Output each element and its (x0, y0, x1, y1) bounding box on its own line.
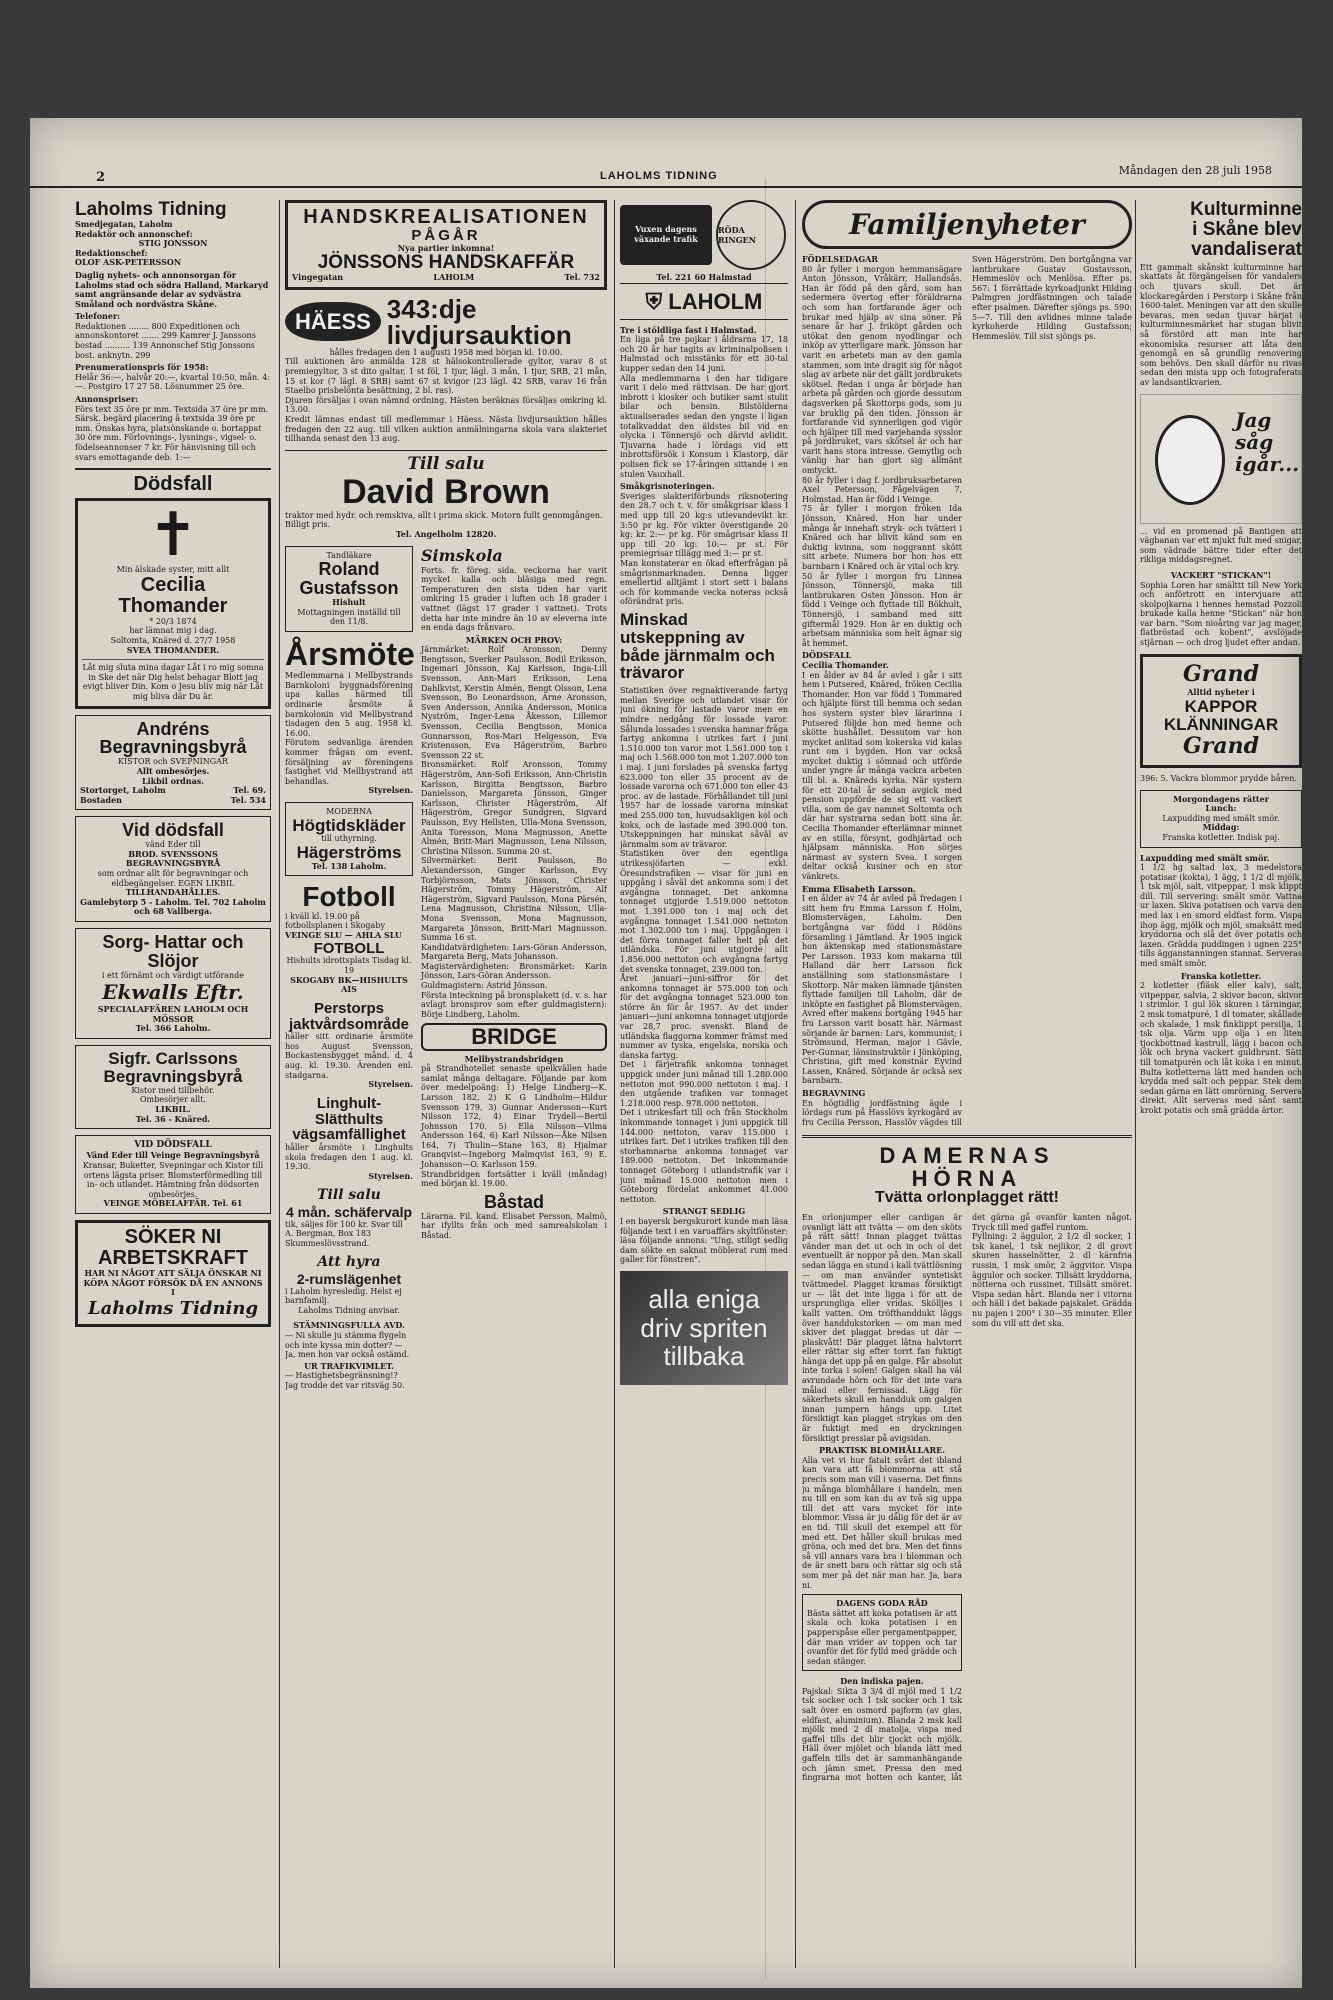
newspaper-page (30, 118, 1302, 1988)
andrens-ad (75, 715, 271, 811)
fyllning-text: Fyllning: 2 äggulor, 2 1/2 dl socker, 1 tsk kanel, 1 tsk nejlikor, 2 dl grovt skuren hasselnötter, 2 dl kärnfria russin, 1 msk smör, 2 äggvitor. Vispa äggulor och socker. Tillsätt kryddorna, nötterna och russinet. Tillsätt smöret. Vispa sedan hårt. Blanda ner i vitorna och häll i det bakade pajskalet. Grädda nu pajen i 200° i 30—35 minuter. Eller som du vill att det ska. (972, 1232, 1132, 1328)
stold-heading: Tre i stöldliga fast i Halmstad. (620, 324, 757, 335)
menu-middag-label: Middag: (1202, 822, 1240, 833)
deceased-last-name: Thomander (118, 594, 228, 617)
menu-lunch: Laxpudding med smält smör. (1162, 813, 1280, 823)
dagens-rad-box (802, 1594, 962, 1671)
stold-p1: En liga på tre pojkar i åldrarna 17, 18 och 20 år har tagits av kriminalpolisen i Halmstad och misstänks för ett 30-tal kupper sedan den 14 juni. (620, 335, 788, 374)
veinge-firm: VEINGE MÖBELAFFÄR. Tel. 61 (103, 1198, 243, 1209)
column-rule (1135, 200, 1136, 1968)
moderna-firm: Hägerströms (296, 843, 402, 863)
blomhallare-text: Alla vet vi hur fatalt svårt det ibland kan vara att få blommorna att stå precis som man vill i vaserna. Det finns ju många blomhållare i handeln, men nu till en som kan du av två sig uppa till det att vara mycket för inte blommor. Vissa är ju dålig för det är av en tid. Till skull det exempel att för med ett. Det håller skull brukas med gröna, och med det bra. Men det finns så vill annars vara bra i blomman och de är snett bara och rättar sig och stå som mer på det när man har. Ja, bara ni. (802, 1455, 962, 1590)
laholm-logo (620, 283, 788, 320)
phones-label: Telefoner: (75, 311, 121, 322)
hyra-item: 2-rumslägenhet (296, 1270, 402, 1287)
sedlig-heading: STRANGT SEDLIG (662, 1206, 746, 1217)
veinge-ad (75, 1135, 271, 1214)
horna-heading: HÖRNA (911, 1166, 1023, 1192)
andrens-name: Andréns Begravningsbyrå (99, 718, 247, 758)
veinge-text: Vänd Eder till Veinge Begravningsbyrå (86, 1150, 260, 1161)
hyra-heading: Att hyra (317, 1254, 381, 1271)
handsk-street: Vingegatan (292, 272, 344, 283)
tandlakare-name: Roland Gustafsson (299, 559, 399, 599)
handsk-ad (285, 200, 607, 290)
blomhallare-heading: PRAKTISK BLOMHÅLLARE. (819, 1445, 945, 1456)
menu-middag: Franska kotletter. Indisk paj. (1162, 832, 1280, 842)
editor-label: Redaktör och annonschef: (75, 228, 193, 239)
franska-text: 2 kotletter (fläsk eller kalv), salt, vitpeppar, salvia, 2 skivor bacon, skivor i strimlor. 1 gul lök skuren i tärningar, 2 msk tomatpuré, 1 dl tomater, skållade och skalade, 1 msk finklippt persilja, 1 tsk olja. Värm upp olja i en liten tjockbottnad kastrull, lägg i bacon och lök och bryna vackert guldbrunt. Sätt till tomatpurén och låt koka i en minut. Bulta kotletterna lätt med handen och krydda med salt och peppar. Stek dem sedan gärna en lätt omrörning. Servera direkt. Allt serveras med sånt samt krokt potatis och små grädda ärtor. (1140, 981, 1302, 1115)
veinge-heading: VID DÖDSFALL (134, 1140, 212, 1151)
smagris-p2: Man konstaterar en ökad efterfrågan på smågrisnmarknaden. Denna ligger emellertid alltjämt i stort sett i balans och för kommande vecka noteras också oförändrat pris. (620, 558, 788, 607)
handsk-firm: JÖNSSONS HANDSKAFFÄR (317, 252, 575, 274)
laholm-label: LAHOLM (668, 288, 763, 314)
deceased-first-name: Cecilia (140, 573, 206, 596)
damernas-columns (802, 1213, 1132, 1783)
masthead (75, 200, 271, 462)
kulturminne-title3: vandaliserat (1191, 238, 1302, 260)
hyra-text: i Laholm hyresledig. Helst ej barnfamilj. (285, 1286, 402, 1306)
grand-ad (1140, 654, 1302, 768)
mag-text: Magistervärdigheten: Bronsmärket: Karin Jönsson, Lars-Göran Andersson. (421, 961, 607, 981)
jag-sag-caption: ... vid en promenad på Bantigen att vägbanan var ett mjukt fult med snigar, som vädrade bättre tider efter det rikliga middagsregnet. (1140, 526, 1302, 565)
salu2-ad (285, 1187, 413, 1248)
linghult-signed: Styrelsen. (368, 1170, 413, 1181)
vid-dodsfall-firm2: TILLHANDAHÅLLES. (125, 887, 221, 898)
soker-heading: SÖKER NI ARBETSKRAFT (98, 1225, 248, 1269)
andrens-tel: Tel. 69. (233, 785, 266, 796)
stold-p2: Alla medlemmarna i den har tidigare varit i delo med rättvisan. De har gjort inbrott i kiosker och butiker samt stulit bilar och bensin. Bilstölderna aktualiserades sedan den yngste i ligan totalkvaddat den äldstes bil vid en olycka i Tönnersjö och därvid avlidit. Tjuvarna hade i lördags vid ett inbrottsförsök i Konsum i Klastorp, där polisen fick se 17-åringen sittande i en stulen Vauxhall. (620, 373, 788, 479)
page-number: 2 (96, 170, 106, 185)
familje-dodsfall-heading: DÖDSFALL (802, 650, 852, 661)
fodelsedag-75: 75 år fyller i morgon fröken Ida Jönsson, Knäred. Hon har under många år innehaft stryk- och tvätteri i Knäred och har blivit känd som en duktig kvinna, som noggrannt skött sitt arbete. Numera bor hon hos ett barnbarn i Knäred och är vital och kry. (802, 504, 962, 571)
tillsalu-heading: Till salu (407, 453, 485, 474)
moderna-ad (285, 802, 413, 876)
carlssons-line1: Kistor med tillbehör. (131, 1085, 215, 1095)
blommor-caption: 396: 5. Vackra blommor prydde båren. (1140, 773, 1297, 783)
stamnings-item (285, 1321, 413, 1390)
roda-ringen-logo (716, 200, 786, 270)
moderna-tel: Tel. 138 Laholm. (311, 860, 387, 871)
sedlig-text: I en bayersk bergskurort kunde man läsa följande text i en varuaffärs skyltfönster: läsa följande annons: "Ung, stiligt sedlig dam sökte en saknat möblerat rum med galler för fönstren". (620, 1216, 788, 1265)
column-rule (614, 200, 615, 1968)
masthead-desc: Daglig nyhets- och annonsorgan för Laholms stad och södra Halland, Markaryd samt angränsande delar av sydvästra Småland och nordvästra Skåne. (75, 269, 269, 309)
ekwalls-phone: Tel. 366 Laholm. (135, 1023, 211, 1034)
andrens-sub: KISTOR och SVEPNINGAR (118, 757, 228, 767)
paper-title: LAHOLMS TIDNING (600, 170, 718, 182)
arsmote-signed: Styrelsen. (368, 785, 413, 796)
trafik-heading: UR TRAFIKVIMLET. (304, 1360, 394, 1371)
brons-text: Bronsmärket: Rolf Aronsson, Tommy Hägerström, Ann-Sofi Eriksson, Ann-Christin Karlsson, Birgitta Bengtsson, Barbro Danielsson, Margareta Jönsson, Ginger Karlsson, Christer Hägerström, Alf Hägerström, Gregor Sundgren, Sigvard Paulsson, Evy Hellsten, Ulla-Mona Svensson, Anita Toresson, Mona Magnusson, Anette Almén, Britt-Mari Magnusson, Lena Nilsson, Christina Nilsson. Summa 20 st. (421, 760, 607, 856)
vackert-text: Sophia Loren har smälttt till New York och anförtrott en intervjuare att skolpojkarna i hennes hemstad Pozzoli brukade kalla henne "Stickan" när hon var barn. "Som nioåring var jag mager, flatbröstad och kobent", avslöjade stjärnan — och drog ljudet efter andan. (1140, 580, 1302, 648)
brod-svensson-ad (75, 816, 271, 922)
bridge-text2: Strandbridgen fortsätter i kväll (måndag) med början kl. 19.00. (421, 1169, 607, 1189)
fotboll-heading: Fotboll (302, 881, 396, 913)
death-notice (75, 498, 271, 708)
editor-name: STIG JONSSON (138, 238, 208, 249)
auktion-when: hålles fredagen den 1 augusti 1958 med början kl. 10.00. (329, 347, 563, 357)
perstorps-signed: Styrelsen. (368, 1079, 413, 1090)
soker-text: HAR NI NÅGOT ATT SÄLJA ÖNSKAR NI KÖPA NÅGOT FÖRSÖK DÅ EN ANNONS I (83, 1267, 263, 1298)
emma-text: I en ålder av 74 år avled på fredagen i sitt hem fru Emma Larsson f. Holm, Blomstervägen, Laholm. Den bortgångna var född i Rödöns församling i Jämtland. År 1905 ingick hon äktenskap med stationsmästare Per Larsson. 1933 kom makarna till Halland där herr Larsson fick anställning som stationsmästare i Skottorp. När maken lämnade tjänsten flyttade familjen till Laholm, där de inköpte en fastighet på Blomstervägen. Avred efter makens bortgång 1945 har fru Larsson varit bosatt här. Närmast sörjande är barnen: Lars, kommunist; i Strömsund, Herman, major i Gävle, Per-Gunnar, länsinstruktör i Jönköping, Christina, gift med konstnär Eyvind Lassen, Knäred. Sörjande är också sex barnbarn. (802, 894, 962, 1086)
moderna-sub: MODERNA (326, 807, 372, 816)
cross-icon: ✝ (147, 500, 199, 571)
perstorps-text: håller sitt ordinarie årsmöte hos August Svensson, Bockastensbygget månd. d. 4 aug. kl. 19.30. Ärenden enl. stadgarna. (285, 1032, 413, 1080)
bridge-subheading: Mellbystrandsbridgen (464, 1053, 564, 1064)
emma-heading: Emma Elisabeth Larsson. (802, 883, 916, 894)
kand-text: Kandidatvärdigheten: Lars-Göran Andersson, Margareta Berg, Mats Johansson. (421, 942, 607, 962)
marken-text: Järnmärket: Rolf Aronsson, Denny Bengtsson, Sverker Paulsson, Bodil Eriksson, Ingemari Jönsson, Kaj Karlsson, Inga-Lill Svensson, Ann-Mari Eriksson, Lena Dahlkvist, Kerstin Almén, Bengt Olsson, Lena Svensson, Bo Leonardsson, Arne Aronsson, Sven Andersson, Annika Andersson, Monica Nyström, Inger-Lena Åkesson, Lillemor Svensson, Cecilia Bengtsson, Monica Gunnarsson, Ros-Mari Helgesson, Eva Kristensson, Eva Hägerström, Barbro Svensson 22 st. (421, 645, 607, 760)
minskad-p1: Statistiken över regnaktiverande fartyg mellan Sverige och utlandet visar för juni ökning för lastade varor men en mindre nedgång för lossade varor. Sålunda lossades i svenska hamnar fråga fartyg ankomna i utrikes fart i juni 1.510.000 ton varor mot 1.561.000 ton i maj och 1.568.000 ton mot 1.207.000 ton i maj. I juni forslades på svenska fartyg 623.000 ton eller 35 procent av de lossade varorna och 671.000 ton eller 43 proc. av de lastade. Förhållandet till juni 1957 har de lossade varorna minskat med 255.000 ton, huvudsakligen kol och koks, och de lastade med 390.000 ton. Utskeppningen har minskat såväl av järnmalm som av trävaror. (620, 686, 788, 849)
veinge-text2: Kransar, Buketter, Svepningar och Kistor till ortens lägsta priser. Blomsterförmedling till in- och utlandet. Hämtning från dödsorten ombesörjes. (82, 1160, 264, 1199)
carlssons-heading: Sigfr. Carlssons Begravningsbyrå (103, 1049, 243, 1086)
minskad-p4: Det i färjetrafik ankomna tonnaget uppgick under juni månad till 1.280.000 nettoton mot 990.000 nettoton i maj. I den utgående trafiken var tonnaget 1.218.000 resp. 978.000 nettoton. (620, 1060, 788, 1108)
laxpudding-heading: Laxpudding med smält smör. (1140, 852, 1270, 863)
vid-dodsfall-addr: Gamlebytorp 5 - Laholm. Tel. 702 Laholm och 68 Vallberga. (80, 896, 266, 917)
kulturminne-heading (1140, 200, 1302, 260)
fotboll-text: i kväll kl. 19.00 på fotbollsplanen i Skogaby (285, 911, 385, 931)
andrens-home-tel: Tel. 534 (230, 794, 266, 805)
perstorps-ad (285, 1001, 413, 1090)
begravning-heading: BEGRAVNING (802, 1088, 866, 1099)
vid-dodsfall-heading: Vid dödsfall (122, 820, 224, 841)
minskad-p2: Statistiken över den egentliga utrikessjöfarten — exkl. Öresundstrafiken — visar för juni en uppgång i såväl det ankomna som i det avgångna tonnaget. Det ankomna tonnaget utgjorde 1.519.000 nettoton mot 1.391.000 ton i maj och det avgångna tonnaget 1.541.000 nettoton mot 1.302.000 ton i maj. Uppgången i det förra tonnaget faller helt på det utländska. För juni utgjorde allt 1.856.000 nettoton och avgångna fartyg det svenska tonnaget, 239.000 ton. (620, 849, 788, 974)
laxpudding-text: 1 1/2 hg saltad lax, 3 medelstora potatisar (kokta), 1 ägg, 1 1/2 dl mjölk, 1 tsk mjöl, salt, vitpeppar, 1 msk klippt dill. Till servering: smält smör. Vattna ur laxen. Skiva potatisen och varva den med lax i en smord eldfast form. Vispa ihop ägg, mjölk och mjöl, smaksätt med kryddorna och slå det över potatis och laxen. Grädda puddingen i ugnen 225° tills ägganstanningen stannat. Serveras med smält smör. (1140, 863, 1302, 969)
tandlakare-label: Tandläkare (326, 550, 372, 560)
moderna-heading: Högtidskläder (292, 815, 406, 835)
phones: Redaktionen ........ 800 Expeditionen och annonskontoret ....... 299 Kamrer J. Janssons bostad .......... 139 Annonschef Stig Jonssons bost. anknytn. 299 (75, 321, 256, 360)
carlssons-line3: LIKBIL. (155, 1103, 191, 1114)
familje-banner: Familjenyheter (802, 200, 1132, 249)
fotboll-ad (285, 882, 413, 994)
fodelsedag-50: 50 år fyller i morgon fru Linnea Jönsson, Tönnersjö, maka till lantbrukaren Osten Jönsson. Hon är född i Veinge och flyttade till Bökhult, Tönnersjö, i samband med sitt giftermål 1929. Hon är en duktig och arbetsam människa som helt ägnar sig åt hemmet. (802, 571, 962, 648)
kulturminne-title1: Kulturminne (1190, 200, 1302, 220)
smagris-heading: Småkgrisnoteringen. (620, 481, 715, 492)
death-verse: Låt mig sluta mina dagar Låt i ro mig somna in Ske det när Dig helst behagar Blott jag evigt bliver Din. Kom o Jesu bliv mig när Låt mig bliva där Du är. (82, 659, 264, 701)
linghult-ad (285, 1096, 413, 1182)
fotboll-match: VEINGE SLU — AHLA SLU (285, 930, 402, 941)
handsk-town: LAHOLM (433, 272, 475, 283)
prices: Helår 36:—, halvår 20:—, kvartal 10:50, mån. 4:—. Postgiro 17 27 58. Lösnummer 25 öre. (75, 372, 271, 392)
tillsalu-product: David Brown (342, 473, 550, 512)
grand-kappor: KAPPOR (1184, 696, 1258, 716)
menu-box (1140, 790, 1302, 848)
soker-paper: Laholms Tidning (87, 1297, 259, 1319)
andrens-line2: Likbil ordnas. (141, 775, 205, 786)
tandlakare-ad (285, 546, 413, 632)
salu2-heading: Till salu (317, 1187, 381, 1204)
tandlakare-text: Mottagningen inställd till den 11/8. (297, 607, 401, 627)
kulturminne-title2: i Skåne blev (1192, 218, 1302, 240)
birth-date: * 20/3 1874 (149, 616, 197, 626)
guld-text: Guldmagistern: Astrid Jönsson. (421, 981, 548, 991)
sorg-heading: Sorg- Hattar och Slöjor (102, 931, 244, 971)
salu2-text: tik, säljes för 100 kr. Svar till A. Bergman, Box 183 Skummeslövsstrand. (285, 1219, 403, 1248)
fodelsedag-80b: 80 år fyller i dag f. jordbruksarbetaren Axel Petersson, Fågelvägen 7, Holmstad. Han är född i Veinge. (802, 475, 962, 504)
staff-label: Redaktionschef: (75, 247, 148, 258)
arsmote-ad (285, 635, 415, 796)
handsk-heading: HANDSKREALISATIONEN (303, 206, 589, 228)
linghult-heading: Linghult-Slätthults vägsamfällighet (292, 1094, 406, 1144)
death-place: Soltomta, Knäred d. 27/7 1958 (110, 635, 236, 645)
familje-dod-name: Cecilia Thomander. (802, 659, 889, 670)
simskola-text: Forts. fr. föreg. sida. veckorna har varit mycket kalla och bläsiga med regn. Temperaturen den sista tiden har varit omkring 15 grader i luften och 18 grader i vattnet (lägst 17 grader i vattnet). Trots detta har inte mindre än 10 av eleverna inte en enda dags frånvaro. (421, 565, 607, 633)
andrens-address: Stortorget, Laholm (80, 785, 166, 796)
column-5 (1140, 200, 1302, 1968)
grand-logo-bottom: Grand (1182, 733, 1259, 760)
column-rule (795, 200, 796, 1968)
ekwalls-logo: Ekwalls Eftr. (102, 980, 244, 1005)
fotboll-match2: SKOGABY BK—HISHULTS AIS (290, 974, 408, 995)
minskad-p3: Året januari—juni-siffror för det ankomna tonnaget är 575.000 ton och för det avgångna tonnaget 523.000 ton större än för år 1957. Av det under januari—juni ankomna tonnaget utgjorde var 28,7 proc. svenskt. Bland de utländska flaggorna kommer främst med nummer av tyska, engelska, norska och danska fartyg. (620, 974, 788, 1060)
auktion-body2: Djuren försäljas i ovan nämnd ordning. Hästen beräknas försäljas omkring kl. 13.00. (285, 395, 607, 415)
shield-icon: ⛨ (645, 288, 669, 314)
andrens-line1: Allt ombesörjes. (136, 765, 210, 776)
haess-logo: HÄESS (285, 302, 381, 341)
menu-lunch-label: Lunch: (1205, 803, 1237, 814)
jag-sag-text: Jag såg igår... (1235, 407, 1300, 476)
smagris-p1: Sveriges slakteriförbunds riksnotering den 28.7 och t. v. för småkgrisar klass I med upp till 20 kg:s utlevandevikt kr. 3:50 pr kg. För vikter överstigande 20 kg: kr. 2:— pr kg. För smågrisar klass II upp till 20 kg: 10:— pr st. För premiegrisar tillägg med 3:— pr st. (620, 491, 788, 559)
bastad-heading: Båstad (483, 1191, 545, 1212)
arsmote-text2: Förutom sedvanliga ärenden kommer frågan om event. försäljning av föreningens fastighet vid Mellbystrand att behandlas. (285, 738, 413, 786)
tillsalu-ad (285, 450, 607, 540)
ekwalls-ad (75, 928, 271, 1039)
column-3 (620, 200, 788, 1968)
bastad-text: Lärarna. Fil. kand. Elisabet Persson, Malmö, har ifyllts från och med samrealskolan i Båstad. (421, 1211, 607, 1240)
familje-columns (802, 255, 1132, 1135)
dodsfall-heading: Dödsfall (75, 468, 271, 495)
stamnings-heading: STÄMNINGSFULLA AVD. (293, 1320, 405, 1331)
moderna-text: till uthyrning. (321, 834, 377, 844)
stamnings-text: — Ni skulle ju stämma flygeln och inte kyssa min dotter? — Ja, men hon var också ostämd. (285, 1330, 410, 1360)
simskola-heading: Simskola (421, 545, 503, 565)
tandlakare-place: Hishult (332, 596, 366, 607)
fotboll-text2: Hishults idrottsplats Tisdag kl. 19 (286, 956, 412, 975)
bridge-text: på Strandhotellet senaste spelkvällen hade samlat många deltagare. Följande par kom över medelpoäng: 1) Helge Lindberg—K. Larsson 182, 2) K G Lindholm—Hildur Svensson 179, 3) Gunnar Andersson—Kurt Nilsson 172, 4) Einar Trydell—Bertil Johnsson 170. 5) Ella Nilsson—Vilma Andersson 164, 6) Karl Nilsson—Åke Nilsen 164, 7) Thulin—Stane 163, 8) Hjalmar Granqvist—Ingeborg Malmqvist 163, 9) E. Johansson—O. Karlsson 159. (421, 1064, 607, 1170)
franska-heading: Franska kotletter. (1180, 970, 1262, 981)
dagens-rad-heading: DAGENS GODA RÅD (836, 1598, 928, 1609)
minskad-p5: Det i utrikesfart till och från Stockholm inkommande tonnaget i juni uppgick till 144.000 nettoton, varav 115.000 i utrikes fart. Det i utrikes trafiken till den storhamnarna ankomna tonnaget var 189.000 nettoton. Det inkommande tonnaget Göteborg i utlandstrafik var i juni månad 15.000 nettoton men i Göteborg fördelat ankommet 41.000 nettoton. (620, 1108, 788, 1204)
linghult-text: håller årsmöte i Linghults skola fredagen den 1 aug. kl. 19.30. (285, 1143, 413, 1172)
trafik-box: Vuxen dagens växande trafik (620, 205, 712, 265)
auktion-heading: 343:dje livdjursauktion (386, 293, 572, 350)
roda-ringen-label: RÖDA RINGEN (718, 225, 756, 245)
dagens-rad-text: Bästa sättet att koka potatisen är att skala och koka potatisen i en papperspåse eller pergamentpapper, där man vrider av toppen och tar ovanför det för fylld med grädde och sedan stänger. (807, 1608, 957, 1666)
marken-heading: MÄRKEN OCH PROV: (465, 634, 563, 645)
auktion-ad (285, 293, 607, 444)
fotboll-h2: FOTBOLL (313, 939, 385, 957)
vackert-heading: VACKERT "STICKAN"! (1170, 569, 1272, 580)
indisk-paj-text: Pajskal: Sikta 3 3/4 dl mjöl med 1 1/2 tsk socker och 1 tsk socker och 1 tsk salt över en osmord pajform (av glas, eldfast, aluminium). Blanda 2 msk kall mjölk med 2 dl matolja, vispa med gaffel tills det blir tjockt och mjölk. Häll över mjölet och blanda lätt med gaffeln tills det är sammanhängande och jämn smet. Pressa den med fingrarna mot botten och kanter, låt det gärna gå ovanför kanten något. Tryck till med gaffel runtom. (802, 1212, 1132, 1783)
arsmote-text: Medlemmarna i Mellbystrands Barnkoloni byggnadsförening upa kallas härmed till ordinarie årsmöte å barnkolonin vid Mellbystrand tisdagen den 5 aug. 1958 kl. 16.00. (285, 671, 413, 738)
staff-name: OLOF ASK-PETERSSON (75, 257, 182, 268)
spriten-poster: alla eniga driv spriten tillbaka (620, 1271, 788, 1385)
column-2 (285, 200, 607, 1968)
death-intro: Min älskade syster, mitt allt (116, 565, 230, 575)
hyra-signed: Laholms Tidning anvisar. (298, 1305, 400, 1315)
auktion-body: Till auktionen äro anmälda 128 st hälsokontrollerade gyltor, varav 8 st premiegyltor, 3 st dito galtar, 1 st föl, 1 tjur, lägl. 3 mån, 1 tjur, SRB, 21 mån, 15 st kor (7 lägl. 8 SRB) samt 67 st kvigor (23 lägl. 42 SRB, varav 16 från Staelbo prisbelönta besättning, 2 bl. ras). (285, 357, 607, 396)
menu-heading: Morgondagens rätter (1173, 793, 1269, 804)
masthead-title: Laholms Tidning (75, 200, 227, 220)
ekwalls-sub: SPECIALAFFÄREN LAHOLM OCH MÖSSOR (97, 1004, 249, 1024)
death-text: har lämnat mig i dag. (129, 626, 217, 636)
handsk-note: Nya partier inkomna! (397, 242, 495, 253)
vid-dodsfall-text2: som ordnar allt för begravningar och eldbegängelser. EGEN LIKBIL (97, 868, 249, 888)
tillsalu-tel: Tel. Angelholm 12820. (395, 528, 497, 539)
ad-prices: Förs text 35 öre pr mm. Textsida 37 öre pr mm. Särsk. begärd placering å textsida 39 öre pr mm. Önskas hyra, platsönskande o. bortappat 30 öre mm. Förlovnings-, lysnings-, vigsel- o. födelseannonser 7 kr. För hänvisning till och svars emottagande deb. 1:— (75, 404, 269, 462)
vid-dodsfall-text: vänd Eder till (145, 840, 201, 850)
ring-tel: Tel. 221 60 Halmstad (656, 272, 752, 282)
trafik-text: — Hastighetsbegränsning!? Jag trodde det var ritsväg 50. (285, 1371, 405, 1390)
indisk-paj-heading: Den indiska pajen. (840, 1676, 924, 1687)
familje-dod-text: I en ålder av 84 år avled i går i sitt hem i Putsered, Knäred, fröken Cecilia Thomander. Hon var född i Tommared och hjälpte först till hemma och sedan hos systern syster blev lärarinna i Putsered följde hon med henne och skötte hushållet. Dessutom var hon mycket anlitad som kokerska vid kalas runt om i bygden. Hon var också mycket duktig i sömnad och utförde under yngre år många vackra arbeten till bl. a. Knäreds kyrka. När systern för ett 20-tal år sedan avgick med pension uppförde de sig ett vackert villa, som de gav namnet Soltomta och där har systrarna sedan bott sina år. Cecilia Thomander efterlämnar minnet av en stilla, försynt, godhjärtad och hjälpsam människa. Hon sörjes närmast av systern Svea. I sorgen deltar också kusiner och en stor vänkrets. (802, 670, 962, 881)
kulturminne-text: Ett gammalt skånskt kulturminne har skattats åt förgängelsen för vandalers och tjuvars skull. Det är klockaregården i Perstorp i Skåne från 1600-talet. Meningen var att den skulle bevaras, men sedan tjuvar härjat i kulturminnesmärket har stugan blivit så förstörd att man inte har ekonomiska resurser att låta den genomgå en så grundlig renovering som behövs. Den skall därför nu rivas sedan den mista upp och fotograferats av landsantikvarien. (1140, 262, 1302, 387)
perstorps-heading: Perstorps jaktvårdsområde (288, 999, 410, 1033)
carlssons-phone: Tel. 36 - Knäred. (135, 1113, 211, 1124)
column-4 (802, 200, 1132, 1968)
fodelsedag-80a: 80 år fyller i morgon hemmansägare Anton Jönsson, Vråkärr, Hallandsås. Han är född på den gård, som han sedermera övertog efter föräldrarna och som han fortfarande äger och brukar med hjälp av sina söner. På senare år har J. friköpt gården och utökat den genom nyodlingar och inköp av ytterligare mark. Jönsson har varit en arbetets man av den gamla stammen, som inte dragit sig för något slag av arbete när det gällt jordbrukets skötsel. Redan i unga år började han arbeta på gården och gjorde dessutom dagsverken på Skottorps gods, som ju var bruklig på den tiden. Jönsson är fortfarande vid synnerligen god vigör och hjälper till med varjehanda sysslor på jordbruket, vars skötsel är och har varit hans stora intresse. Gemytlig och vänlig har han gjort sig allmänt omtyckt. (802, 264, 962, 476)
silver-text: Silvermärket: Berit Paulsson, Bo Alexandersson, Ginger Karlsson, Evy Torbjörnsson, Mats Jönsson, Christer Hägerström, Tommy Hägerström, Alf Hägerström, Sigvard Paulsson, Mona Pärsén, Lena Magnusson, Christina Nilsson, Ulla-Mona Svensson, Mona Magnusson, Margareta Jönsson, Britt-Mari Magnusson. Summa 16 st. (421, 856, 607, 943)
carlssons-line2: Ombesörjer allt. (140, 1095, 206, 1105)
grand-tagline: Alltid nyheter i (1187, 687, 1255, 698)
woman-face-icon (1155, 415, 1225, 505)
begravning-text: En högtidlig jordfästning ägde i lördags rum på Hasslövs kyrkogård av fru Cecilia Persson, Hasslöv vägdes till Sven Hägerström. Den bortgångna var lantbrukare Gustav Gustavsson, Hemmeslöv och Menlösa. Efter ps. 567: 1 förrättade kyrkoadjunkt Hilding Palmgren jordfästningen och talade efter psalmen. Därefter sjöngs ps. 590: 5—7. Till den avlidnes minne talade kyrkoherde Hilding Gustafsson; Hemmeslöv. Till sist sjöngs ps. (802, 255, 1132, 1127)
handsk-sub: PÅGÅR (411, 227, 481, 244)
salu2-item: 4 mån. schäfervalp (285, 1203, 413, 1220)
andrens-home: Bostaden (80, 794, 122, 805)
jag-sag-illustration (1140, 394, 1302, 524)
prices-label: Prenumerationspris för 1958: (75, 362, 209, 373)
death-signed: SVEA THOMANDER. (126, 644, 220, 655)
carlssons-ad (75, 1045, 271, 1129)
handsk-tel: Tel. 732 (564, 272, 600, 283)
orlon-title: Tvätta orlonplagget rätt! (874, 1189, 1059, 1207)
bridge-heading: BRIDGE (421, 1023, 607, 1050)
fodelsedagar-heading: FÖDELSEDAGAR (802, 254, 879, 264)
column-1 (75, 200, 271, 1968)
vid-dodsfall-firm: BROD. SVENSSONS BEGRAVNINGSBYRÅ (125, 848, 221, 869)
tillsalu-text: traktor med hydr. och remskiva, allt i prima skick. Motorn fullt genomgången. Billigt pris. (285, 510, 603, 530)
minskad-heading: Minskad utskeppning av både järnmalm och trävaror (620, 609, 775, 683)
simskola-article (421, 546, 607, 1391)
ads-label: Annonspriser: (75, 394, 139, 405)
damernas-heading: DAMERNAS (879, 1143, 1055, 1168)
sorg-text: i ett förnämt och värdigt utförande (101, 970, 245, 980)
grand-klanningar: KLÄNNINGAR (1163, 714, 1279, 734)
hyra-ad (285, 1254, 413, 1315)
page-header (30, 164, 1302, 188)
issue-date: Måndagen den 28 juli 1958 (1118, 164, 1272, 177)
damernas-horna (802, 1135, 1132, 1783)
grand-logo-top: Grand (1182, 660, 1259, 687)
soker-ad (75, 1220, 271, 1327)
auktion-body3: Kredit lämnas endast till medlemmar i Häess. Nästa livdjursauktion hålles fredagen den 22 aug. till vilken auktion anmälningarna skola vara slakteriet tillhanda senast den 13 aug. (285, 415, 607, 444)
orlon-text: En orlonjumper eller cardigan är ovanligt lätt att tvätta — om den sköts på rätt sätt! Innan plagget tvättas vänder man det ut och in och ol det eventuellt är noppor på den. Man skall sedan lägga en stund i kall tvättlösning — om man använder syntetiskt tvättmedel. Plagget kramas försiktigt ur — låt det inte ligga i för att de ursprungliga eller vridas. Skölljes i kallt vatten. Om tröfthanddukt läggs över handdukstorken — om man med skiver det plaggat bredas ut där — plaskvått! Där plagget lätna halvtorrt eller rättar sig efter torrt fan fuktigt hänga det upp på en galge. Får absolut inte torka i solen! Galgen skall ha väl avrundade hörn och för det inte vara målad eller fernissad. Lägg för säkerhets skull en handduk om galgen innan jumpern hängs upp. Litet försiktigt kan plagget strykas om den är fuktigt med en dryckningen försiktigt pressiar på avigsidan. (802, 1212, 962, 1443)
forsta-text: Första inteckning på bronsplakett (d. v. s. har avlagt bronsprov som efter guldmagistern): Börje Lindberg, Laholm. (421, 990, 607, 1019)
arsmote-heading: Årsmöte (285, 635, 415, 672)
masthead-address: Smedjegatan, Laholm (75, 218, 173, 229)
column-rule (279, 200, 280, 1968)
